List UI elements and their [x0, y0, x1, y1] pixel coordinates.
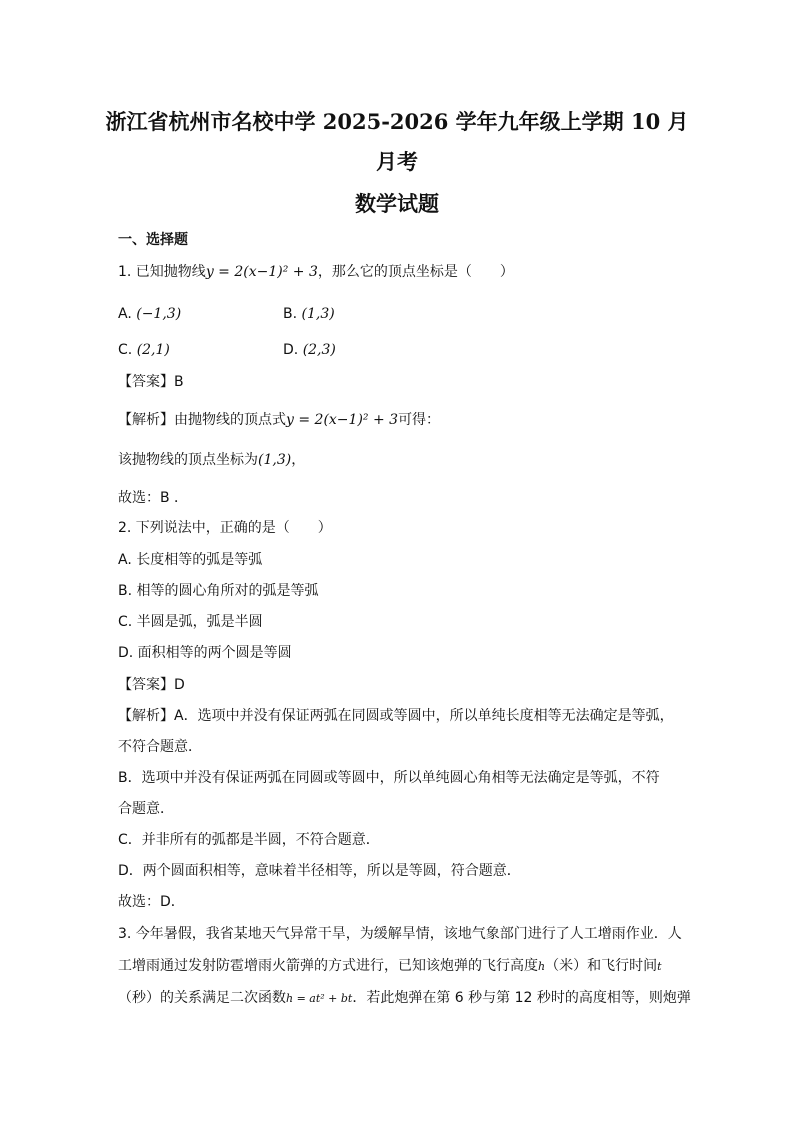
q3-formula: h = at² + bt	[286, 992, 353, 1005]
q3-line2-prefix: 工增雨通过发射防雹增雨火箭弹的方式进行，已知该炮弹的飞行高度	[118, 958, 538, 974]
option-value: (−1,3)	[136, 306, 182, 322]
option-label: D.	[283, 342, 299, 358]
q1-vertex-prefix: 该抛物线的顶点坐标为	[118, 452, 258, 468]
q2-answer: 【答案】D	[118, 677, 185, 693]
q2-analysis-line: 【解析】A．选项中并没有保证两弧在同圆或等圆中，所以单纯长度相等无法确定是等弧，	[118, 708, 674, 724]
q3-line3-prefix: （秒）的关系满足二次函数	[118, 990, 286, 1006]
q3-var-t: t	[657, 960, 662, 973]
option-label: B.	[283, 306, 298, 322]
q2-stem: 2. 下列说法中，正确的是（ ）	[118, 520, 332, 536]
q2-analysis-line: C．并非所有的弧都是半圆，不符合题意．	[118, 832, 380, 848]
document-title-line2: 月考	[376, 149, 418, 174]
q1-option-d	[283, 340, 336, 360]
q2-conclusion: 故选：D．	[118, 894, 185, 910]
q2-analysis-line: 合题意．	[118, 801, 174, 817]
q3-var-h: h	[538, 960, 546, 973]
q1-stem-suffix: ，那么它的顶点坐标是（ ）	[317, 264, 514, 280]
q1-option-c	[118, 340, 170, 360]
q1-answer: 【答案】B	[118, 374, 184, 390]
section-heading: 一、选择题	[118, 232, 188, 248]
q2-option-b: B. 相等的圆心角所对的弧是等弧	[118, 583, 319, 599]
option-value: (2,3)	[302, 342, 336, 358]
q3-stem-line3	[118, 988, 691, 1009]
q3-line2-mid: （米）和飞行时间	[545, 958, 658, 974]
q2-option-a: A. 长度相等的弧是等弧	[118, 552, 263, 568]
q1-conclusion: 故选：B ．	[118, 490, 189, 506]
q1-analysis-prefix: 【解析】由抛物线的顶点式	[118, 412, 286, 428]
q1-analysis	[118, 410, 440, 430]
q2-analysis-line: 不符合题意．	[118, 739, 202, 755]
option-label: A.	[118, 306, 132, 322]
q1-formula: y = 2(x−1)² + 3	[205, 264, 318, 280]
option-value: (1,3)	[301, 306, 335, 322]
q1-analysis-formula: y = 2(x−1)² + 3	[286, 412, 399, 428]
document-subject-title: 数学试题	[355, 191, 439, 216]
q2-option-c: C. 半圆是弧，弧是半圆	[118, 614, 263, 630]
option-label: C.	[118, 342, 133, 358]
q2-analysis-line: D．两个圆面积相等，意味着半径相等，所以是等圆，符合题意．	[118, 863, 521, 879]
q1-stem	[118, 262, 514, 282]
q1-vertex-suffix: ，	[291, 452, 306, 468]
q1-vertex-line	[118, 450, 305, 470]
q2-analysis-line: B．选项中并没有保证两弧在同圆或等圆中，所以单纯圆心角相等无法确定是等弧，不符	[118, 770, 660, 786]
option-value: (2,1)	[136, 342, 170, 358]
q1-option-a	[118, 304, 181, 324]
q1-stem-prefix: 1. 已知抛物线	[118, 264, 206, 280]
q3-line3-suffix: ．若此炮弹在第 6 秒与第 12 秒时的高度相等，则炮弹	[352, 990, 691, 1006]
document-title-line1: 浙江省杭州市名校中学 2025-2026 学年九年级上学期 10 月	[105, 109, 689, 134]
q2-option-d: D. 面积相等的两个圆是等圆	[118, 645, 292, 661]
q1-option-b	[283, 304, 335, 324]
q1-vertex-value: (1,3)	[258, 452, 292, 468]
q3-stem-line2	[118, 956, 662, 977]
q3-stem-line1: 3. 今年暑假，我省某地天气异常干旱，为缓解旱情，该地气象部门进行了人工增雨作业．人	[118, 926, 682, 942]
q1-analysis-suffix: 可得：	[398, 412, 441, 428]
